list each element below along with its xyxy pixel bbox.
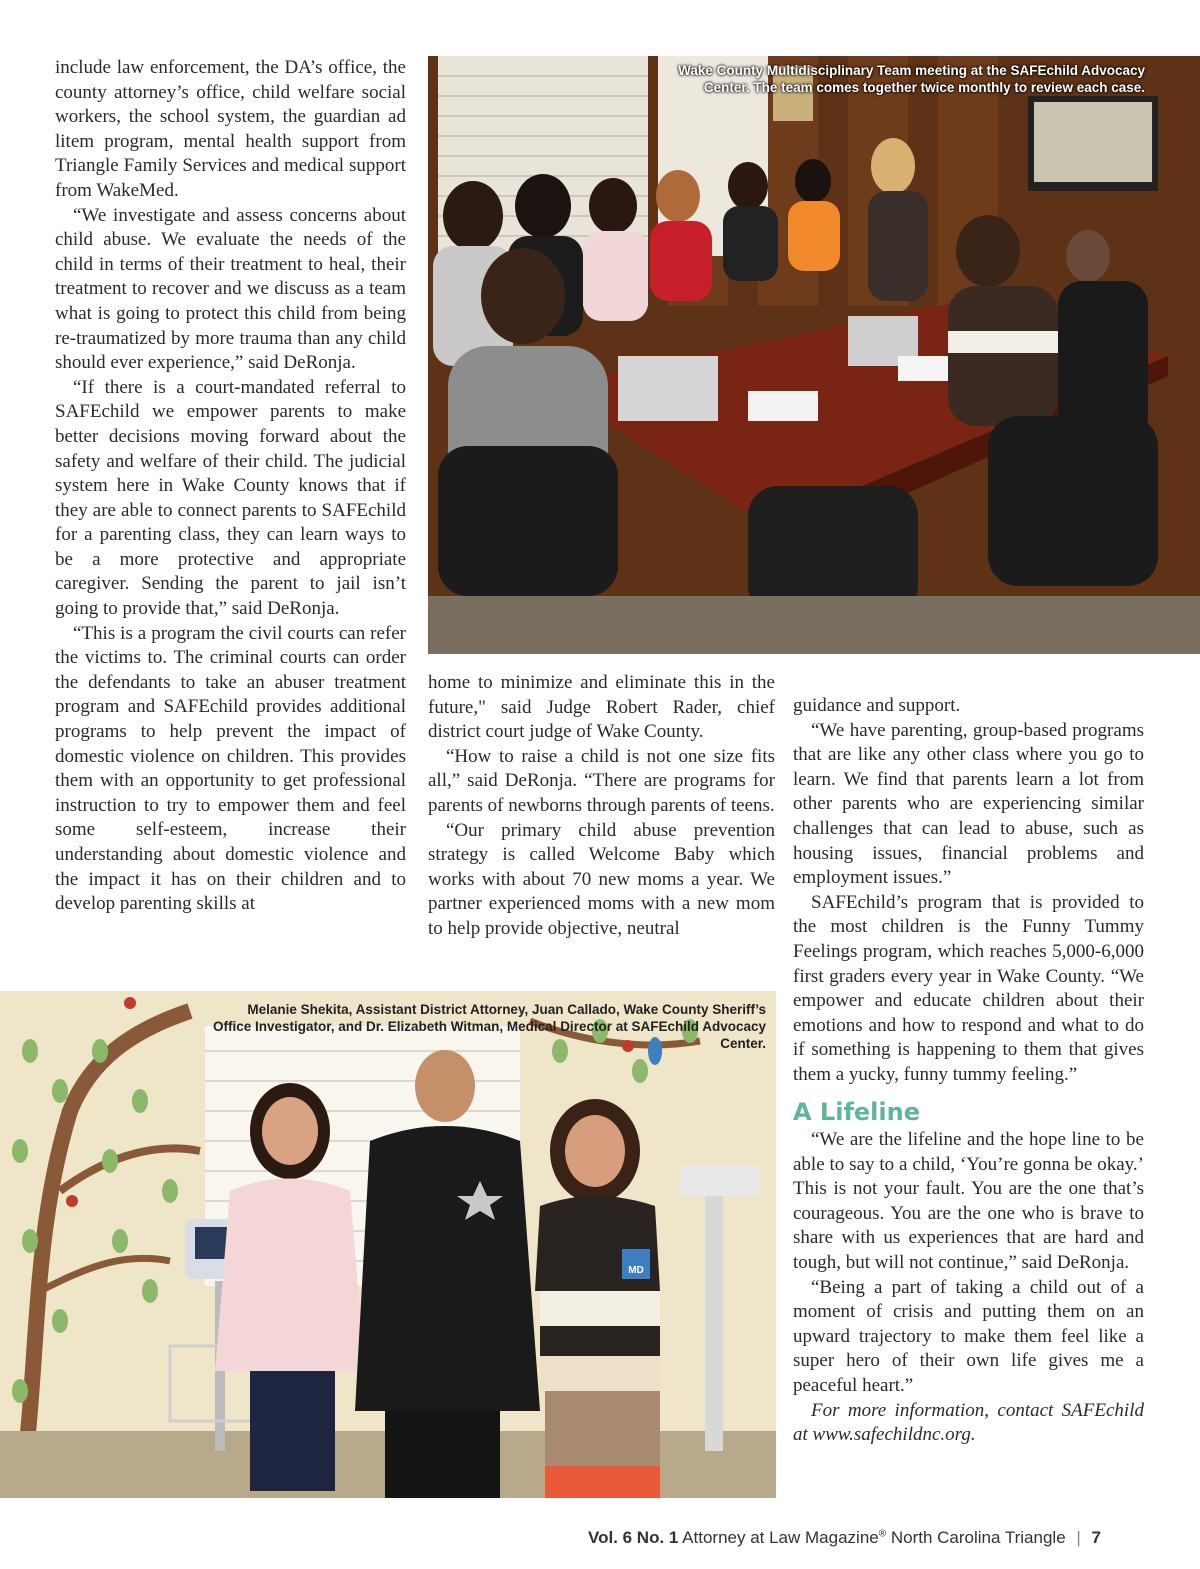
contact-paragraph: For more information, contact SAFEchild at www.safechildnc.org. — [793, 1399, 1144, 1446]
meeting-photo-illustration — [428, 56, 1200, 654]
paragraph: guidance and support. — [793, 695, 961, 716]
staff-photo-illustration — [0, 991, 776, 1498]
paragraph: “We have parenting, group-based programs that are like any other class where you go to learn. We find that parents learn a lot from other parents who are experiencing similar challenges that can lead to abuse, such as housing issues, financial problems and employment issues.” — [793, 719, 1144, 889]
paragraph: “Being a part of taking a child out of a moment of crisis and putting them on an upward trajectory to make them feel like a super hero of their own life gives me a peaceful heart.” — [793, 1276, 1144, 1397]
staff-photo — [0, 991, 776, 1498]
paragraph: “This is a program the civil courts can refer the victims to. The criminal courts can order the defendants to take an abuser treatment program and SAFEchild provides additional programs to help prevent the impact of domestic violence on children. This provides them with an opportunity to get professional instruction to try to empower them and feel some self-esteem, increase their understanding about domestic violence and the impact it has on their children and to develop parenting skills at — [55, 622, 406, 915]
meeting-photo — [428, 56, 1200, 654]
paragraph: “If there is a court-mandated referral to SAFEchild we empower parents to make better decisions moving forward about the safety and welfare of their child. The judicial system here in Wake County knows that if they are able to connect parents to SAFEchild for a parenting class, they can learn ways to be a more protective and appropriate caregiver. Sending the parent to jail isn’t going to provide that,” said DeRonja. — [55, 376, 406, 620]
paragraph: “We investigate and assess concerns about child abuse. We evaluate the needs of the child in terms of their treatment to heal, their treatment to recover and we discuss as a team what is going to protect this child from being re-traumatized by more trauma than any child should ever experience,” said DeRonja. — [55, 204, 406, 374]
paragraph: “Our primary child abuse prevention strategy is called Welcome Baby which works with about 70 new moms a year. We partner experienced moms with a new mom to help provide objective, neutral — [428, 819, 775, 939]
page-footer — [588, 1528, 1148, 1548]
paragraph: include law enforcement, the DA’s office, the county attorney’s office, child welfare social workers, the school system, the guardian ad litem program, mental health support from Triangle Family Services and medical support from WakeMed. — [55, 57, 406, 201]
footer-volume: Vol. 6 No. 1 — [588, 1528, 679, 1547]
footer-region: North Carolina Triangle — [890, 1528, 1066, 1547]
meeting-photo-caption: Wake County Multidisciplinary Team meeting at the SAFEchild Advocacy Center. The team comes together twice monthly to review each case. — [678, 63, 1145, 95]
article-column-2 — [428, 671, 775, 942]
paragraph: home to minimize and eliminate this in the future," said Judge Robert Rader, chief district court judge of Wake County. — [428, 672, 775, 743]
staff-photo-caption: Melanie Shekita, Assistant District Attorney, Juan Callado, Wake County Sheriff’s Office Investigator, and Dr. Elizabeth Witman, Medical Director at SAFEchild Advocacy Center. — [212, 1002, 766, 1051]
paragraph: “We are the lifeline and the hope line to be able to say to a child, ‘You’re gonna be okay.’ This is not your fault. You are the one that’s courageous. You are the one who is brave to share with us experiences that are hard and tough, but will not continue,” said DeRonja. — [793, 1129, 1144, 1274]
footer-registered-mark: ® — [878, 1528, 887, 1540]
footer-magazine: Attorney at Law Magazine — [682, 1528, 879, 1547]
paragraph: “How to raise a child is not one size fits all,” said DeRonja. “There are programs for parents of newborns through parents of teens. — [428, 745, 775, 816]
page-number: 7 — [1091, 1528, 1102, 1547]
id-badge-label: MD — [628, 1265, 644, 1276]
article-column-3 — [793, 694, 1144, 1448]
footer-divider: | — [1076, 1528, 1081, 1547]
section-heading: A Lifeline — [793, 1097, 920, 1126]
paragraph: SAFEchild’s program that is provided to the most children is the Funny Tummy Feelings program, which reaches 5,000-6,000 first graders every year in Wake County. “We empower and educate children about their emotions and how to respond and what to do if something is happening to them that gives them a yucky, funny tummy feeling.” — [793, 891, 1144, 1085]
article-column-1 — [55, 56, 406, 917]
